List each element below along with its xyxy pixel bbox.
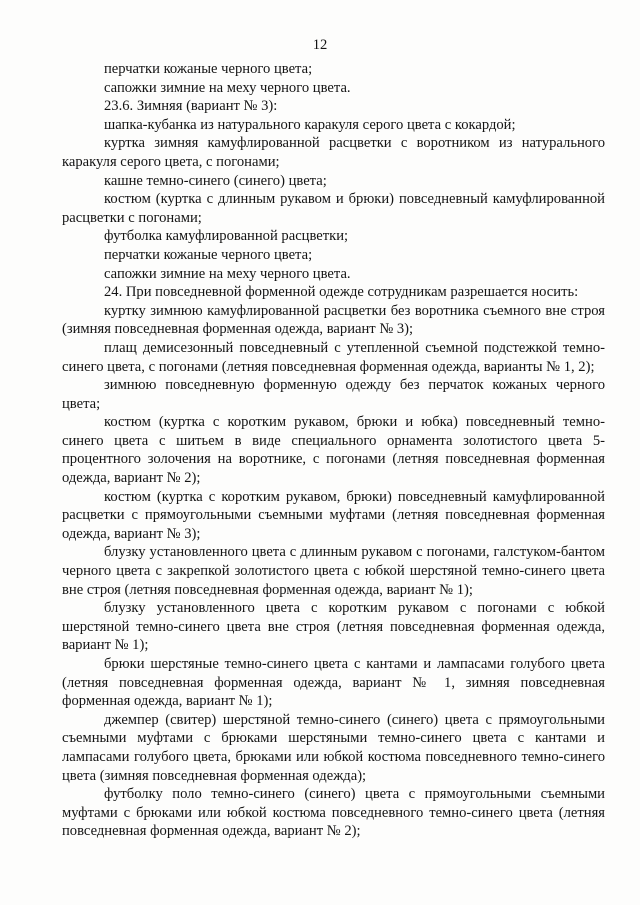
section-heading: 23.6. Зимняя (вариант № 3): — [104, 98, 278, 115]
paragraph: джемпер (свитер) шерстяной темно-синего (синего) цвета с прямоугольными съемными муфтами с брюками шерстяными темно-синего цвета с кантами и лампасами голубого цвета, брюками или юбкой костюма повседневного темно-синего цвета (зимняя повседневная форменная одежда); — [62, 711, 605, 784]
paragraph: зимнюю повседневную форменную одежду без перчаток кожаных черного цвета; — [62, 377, 605, 412]
page-number: 12 — [312, 37, 328, 53]
paragraph: куртку зимнюю камуфлированной расцветки без воротника съемного вне строя (зимняя повседневная форменная одежда, вариант № 3); — [62, 302, 605, 338]
paragraph: перчатки кожаные черного цвета; — [104, 246, 313, 263]
paragraph: блузку установленного цвета с длинным рукавом с погонами, галстуком-бантом черного цвета с закрепкой золотистого цвета с юбкой шерстяной темно-синего цвета вне строя (летняя повседневная форменная одежда, вариант № 1); — [62, 544, 605, 598]
paragraph: кашне темно-синего (синего) цвета; — [104, 172, 327, 189]
section-heading: 24. При повседневной форменной одежде сотрудникам разрешается носить: — [104, 284, 579, 301]
document-body — [62, 60, 605, 841]
paragraph: куртка зимняя камуфлированной расцветки с воротником из натурального каракуля серого цвета, с погонами; — [62, 135, 605, 170]
paragraph: костюм (куртка с длинным рукавом и брюки) повседневный камуфлированной расцветки с погонами; — [62, 191, 605, 226]
paragraph: сапожки зимние на меху черного цвета. — [104, 265, 351, 282]
paragraph: перчатки кожаные черного цвета; — [104, 61, 313, 77]
paragraph: футболка камуфлированной расцветки; — [104, 228, 349, 245]
paragraph: блузку установленного цвета с коротким рукавом с погонами с юбкой шерстяной темно-синего цвета вне строя (летняя повседневная форменная одежда, вариант № 1); — [62, 600, 605, 654]
paragraph: плащ демисезонный повседневный с утепленной съемной подстежкой темно-синего цвета, с погонами (летняя повседневная форменная одежда, варианты № 1, 2); — [62, 339, 605, 375]
paragraph: сапожки зимние на меху черного цвета. — [104, 79, 351, 96]
paragraph: костюм (куртка с коротким рукавом, брюки и юбка) повседневный темно-синего цвета с шитьем в виде специального орнамента золотистого цвета 5-процентного золочения на воротнике, с погонами (летняя повседневная форменная одежда, вариант № 2); — [62, 414, 605, 487]
paragraph: брюки шерстяные темно-синего цвета с кантами и лампасами голубого цвета (летняя повседневная форменная одежда, вариант № 1, зимняя повседневная форменная одежда, вариант № 1); — [62, 656, 605, 710]
paragraph: шапка-кубанка из натурального каракуля серого цвета с кокардой; — [104, 116, 516, 133]
paragraph: костюм (куртка с коротким рукавом, брюки) повседневный камуфлированной расцветки с прямоугольными съемными муфтами (летняя повседневная форменная одежда, вариант № 3); — [62, 488, 605, 542]
paragraph: футболку поло темно-синего (синего) цвета с прямоугольными съемными муфтами с брюками или юбкой костюма повседневного темно-синего цвета (летняя повседневная форменная одежда, вариант № 2); — [62, 786, 605, 840]
